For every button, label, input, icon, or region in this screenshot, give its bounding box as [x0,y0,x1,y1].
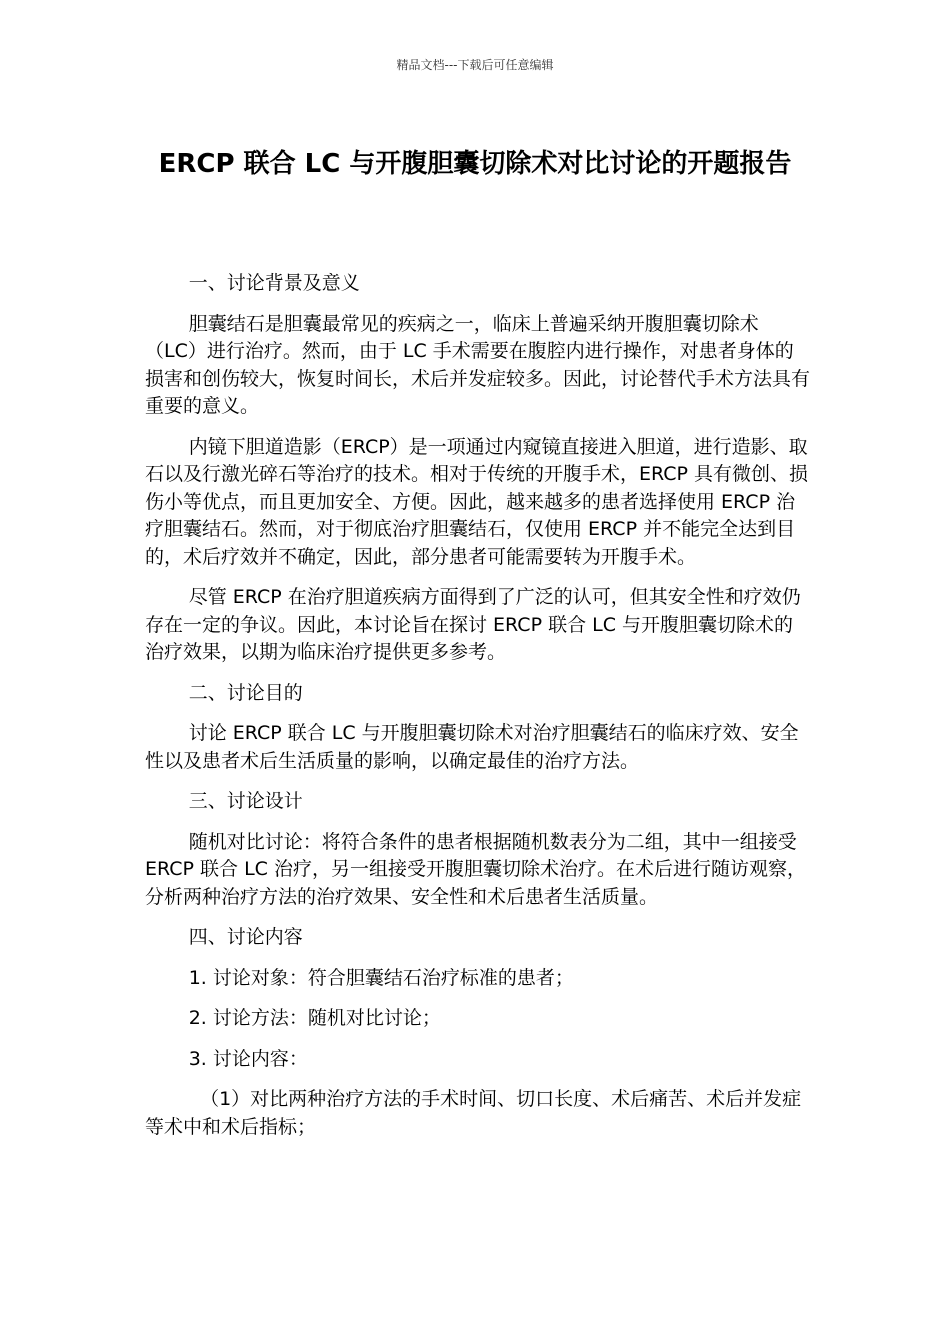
background-paragraph-2: 内镜下胆道造影（ERCP）是一项通过内窥镜直接进入胆道，进行造影、取石以及行激光碎石等治疗的技术。相对于传统的开腹手术，ERCP 具有微创、损伤小等优点，而且更加安全、方便。因此，越来越多的患者选择使用 ERCP 治疗胆囊结石。然而，对于彻底治疗胆囊结石，仅使用 ERCP 并不能完全达到目的，术后疗效并不确定，因此，部分患者可能需要转为开腹手术。 [145,435,809,568]
content-item-1: 1. 讨论对象：符合胆囊结石治疗标准的患者； [188,966,574,989]
section-heading-content: 四、讨论内容 [188,926,303,948]
document-body [145,270,810,1154]
header-note: 精品文档---下载后可任意编辑 [396,58,554,72]
design-paragraph-1: 随机对比讨论：将符合条件的患者根据随机数表分为二组，其中一组接受 ERCP 联合 LC 治疗，另一组接受开腹胆囊切除术治疗。在术后进行随访观察，分析两种治疗方法的治疗效果、安全性和术后患者生活质量。 [145,830,806,908]
background-paragraph-3: 尽管 ERCP 在治疗胆道疾病方面得到了广泛的认可，但其安全性和疗效仍存在一定的争议。因此，本讨论旨在探讨 ERCP 联合 LC 与开腹胆囊切除术的治疗效果，以期为临床治疗提供更多参考。 [145,586,801,663]
section-heading-background: 一、讨论背景及意义 [188,272,360,294]
document-title: ERCP 联合 LC 与开腹胆囊切除术对比讨论的开题报告 [158,149,792,179]
background-paragraph-1: 胆囊结石是胆囊最常见的疾病之一，临床上普遍采纳开腹胆囊切除术（LC）进行治疗。然而，由于 LC 手术需要在腹腔内进行操作，对患者身体的损害和创伤较大，恢复时间长，术后并发症较多。因此，讨论替代手术方法具有重要的意义。 [145,312,811,417]
content-item-2: 2. 讨论方法：随机对比讨论； [188,1007,441,1029]
section-heading-design: 三、讨论设计 [188,790,303,812]
content-subitem-1: （1）对比两种治疗方法的手术时间、切口长度、术后痛苦、术后并发症等术中和术后指标； [145,1088,802,1138]
purpose-paragraph-1: 讨论 ERCP 联合 LC 与开腹胆囊切除术对治疗胆囊结石的临床疗效、安全性以及患者术后生活质量的影响，以确定最佳的治疗方法。 [145,722,799,772]
content-item-3: 3. 讨论内容： [188,1047,308,1070]
section-heading-purpose: 二、讨论目的 [188,681,303,704]
